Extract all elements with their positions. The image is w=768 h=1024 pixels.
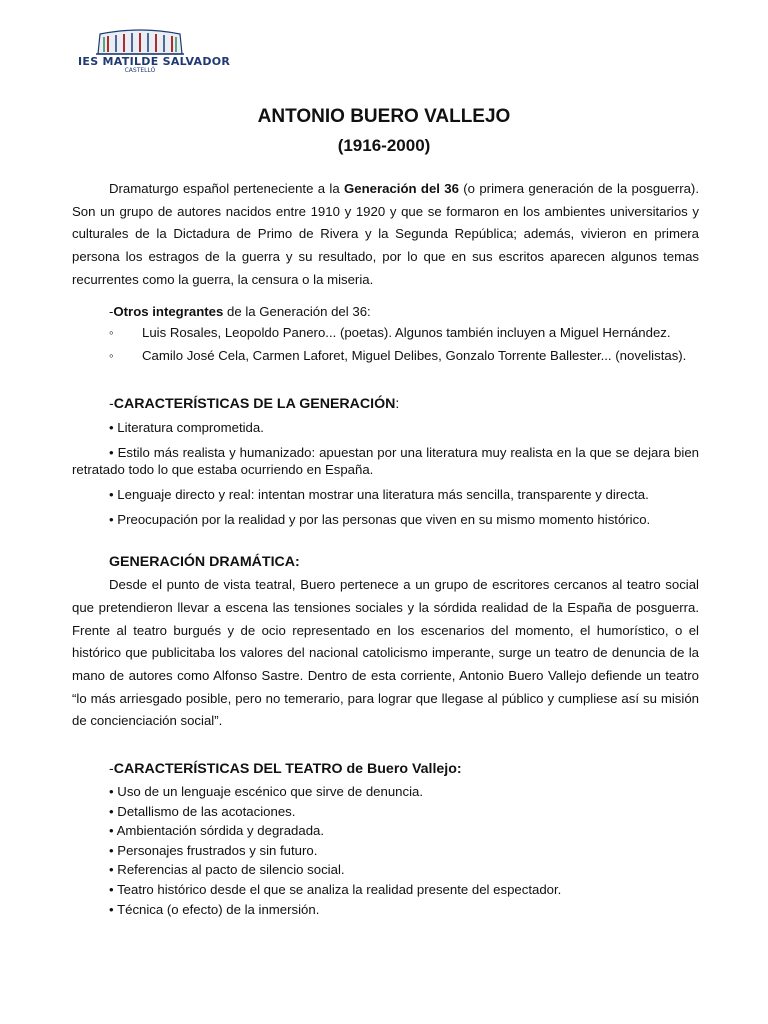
heading-text: CARACTERÍSTICAS DEL TEATRO de Buero Vallejo: — [113, 761, 462, 778]
dash: - — [109, 303, 114, 319]
teatro-item-text: Teatro histórico desde el que se analiza la realidad presente del espectador. — [117, 882, 562, 897]
teatro-item-7 — [72, 900, 699, 920]
bullet-icon: • — [109, 862, 114, 878]
teatro-item-text: Referencias al pacto de silencio social. — [117, 862, 345, 878]
dash: - — [109, 761, 114, 778]
gen-item-text: Preocupación por la realidad y por las personas que viven en su mismo momento histórico. — [117, 512, 651, 528]
generacion-dramatica-paragraph: Desde el punto de vista teatral, Buero pertenece a un grupo de escritores cercanos al teatro social que pretendieron llevar a escena las tensiones sociales y la sórdida realidad de la España de posguerra. Frente al teatro burgués y de ocio representado en los escenarios del momento, el humorístico, o el histórico que publicitaba los valores del nacional catolicismo imperante, surge un teatro de denuncia de la mano de autores como Alfonso Sastre. Dentro de esta corriente, Antonio Buero Vallejo defiende un teatro “lo más arriesgado posible, pero no temerario, para lograr que llegase al público y cumpliese así su misión de concienciación social”. — [72, 577, 699, 729]
circle-bullet-icon: ◦ — [109, 348, 114, 364]
bullet-icon: • — [109, 784, 114, 800]
gen-item-text: Literatura comprometida. — [117, 420, 264, 436]
intro-bold-term: Generación del 36 — [344, 181, 459, 196]
bullet-icon: • — [109, 512, 114, 528]
gen-item-2 — [72, 444, 699, 478]
dash: - — [109, 396, 114, 413]
gen-item-1 — [72, 419, 699, 436]
bullet-icon: • — [109, 445, 114, 461]
bullet-icon: • — [109, 823, 114, 839]
heading-text: CARACTERÍSTICAS DE LA GENERACIÓN — [113, 396, 396, 413]
document-body — [72, 178, 699, 919]
gen-item-text: Estilo más realista y humanizado: apuestan por una literatura muy realista en la que se dejara bien retratado todo lo que estaba ocurriendo en España. — [72, 445, 699, 478]
logo-name: IES MATILDE SALVADOR — [78, 55, 231, 68]
teatro-item-6 — [72, 880, 699, 900]
gen-item-4 — [72, 511, 699, 528]
bullet-icon: • — [109, 901, 114, 917]
otros-rest: de la Generación del 36: — [223, 303, 371, 319]
otros-item-1 — [72, 324, 699, 341]
circle-bullet-icon: ◦ — [109, 325, 114, 341]
otros-item-text: Camilo José Cela, Carmen Laforet, Miguel Delibes, Gonzalo Torrente Ballester... (novelistas). — [142, 348, 687, 364]
caracteristicas-teatro-heading — [72, 759, 699, 779]
generacion-dramatica-heading: GENERACIÓN DRAMÁTICA: — [109, 554, 300, 571]
intro-text-start: Dramaturgo español perteneciente a la — [109, 181, 344, 196]
teatro-item-1 — [72, 782, 699, 802]
intro-text-rest: (o primera generación de la posguerra). Son un grupo de autores nacidos entre 1910 y 1920 y que se formaron en los ambientes universitarios y culturales de la Dictadura de Primo de Rivera y la Segunda República; además, vivieron en primera persona los estragos de la guerra y su resultado, por lo que en sus escritos aparecen algunos temas recurrentes como la guerra, la censura o la miseria. — [72, 181, 699, 287]
building-arches-icon — [78, 28, 202, 58]
otros-item-2 — [72, 347, 699, 364]
teatro-item-text: Personajes frustrados y sin futuro. — [117, 842, 318, 858]
bullet-icon: • — [109, 882, 114, 897]
caracteristicas-generacion-heading — [72, 394, 699, 414]
teatro-list — [72, 782, 699, 919]
bullet-icon: • — [109, 420, 114, 436]
school-logo — [78, 28, 231, 78]
colon: : — [395, 396, 400, 413]
teatro-item-text: Detallismo de las acotaciones. — [117, 803, 296, 819]
teatro-item-text: Técnica (o efecto) de la inmersión. — [117, 901, 320, 917]
page-title: ANTONIO BUERO VALLEJO — [257, 106, 511, 127]
gen-item-3 — [72, 486, 699, 503]
logo-subtitle: CASTELLÓ — [124, 67, 156, 74]
teatro-item-text: Ambientación sórdida y degradada. — [116, 823, 325, 839]
otros-bold: Otros integrantes — [113, 303, 224, 319]
teatro-item-4 — [72, 841, 699, 861]
teatro-item-text: Uso de un lenguaje escénico que sirve de denuncia. — [117, 784, 424, 800]
page-subtitle-years: (1916-2000) — [337, 136, 431, 155]
teatro-item-2 — [72, 802, 699, 822]
otros-item-text: Luis Rosales, Leopoldo Panero... (poetas). Algunos también incluyen a Miguel Hernández. — [142, 325, 671, 341]
gen-item-text: Lenguaje directo y real: intentan mostrar una literatura más sencilla, transparente y directa. — [117, 487, 649, 503]
teatro-item-5 — [72, 860, 699, 880]
bullet-icon: • — [109, 803, 114, 819]
teatro-item-3 — [72, 821, 699, 841]
bullet-icon: • — [109, 842, 114, 858]
bullet-icon: • — [109, 487, 114, 503]
otros-heading — [72, 302, 699, 322]
intro-paragraph — [72, 178, 699, 292]
